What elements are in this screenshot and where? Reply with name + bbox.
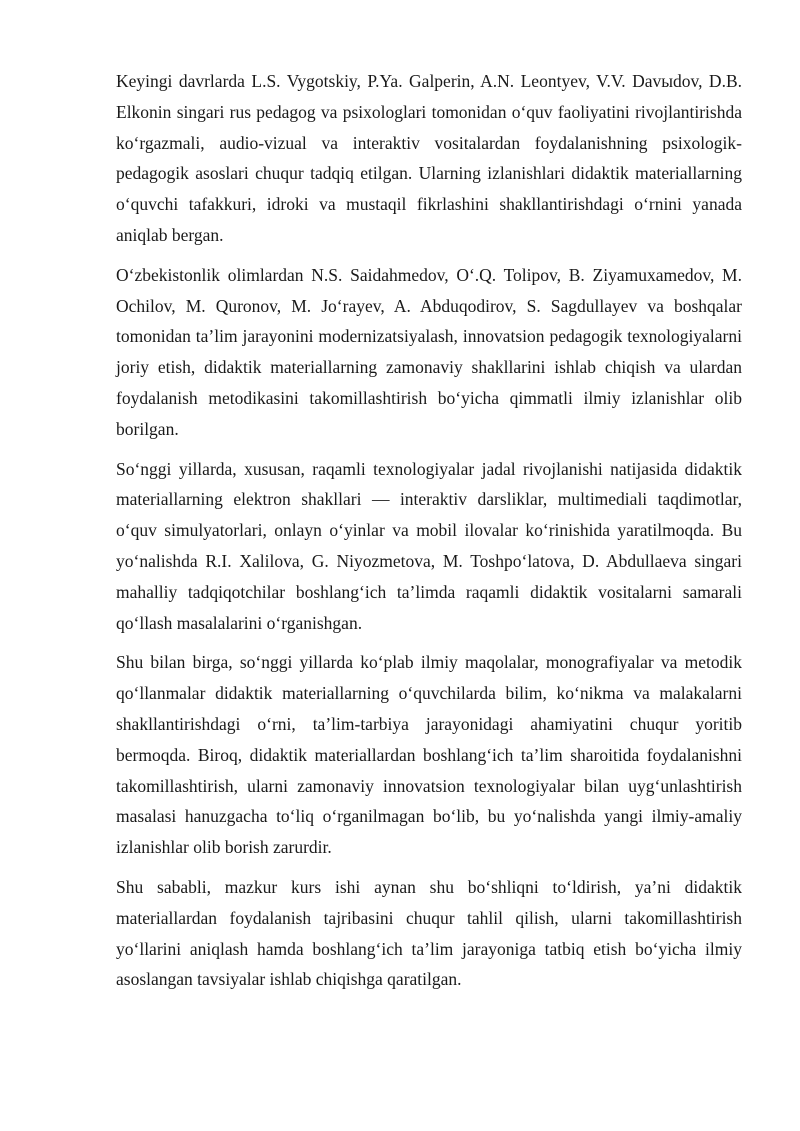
document-page	[116, 66, 742, 1004]
paragraph-digital-materials: So‘nggi yillarda, xususan, raqamli texnologiyalar jadal rivojlanishi natijasida didaktik materiallarning elektron shakllari — interaktiv darsliklar, multimediali taqdimotlar, o‘quv simulyatorlari, onlayn o‘yinlar va mobil ilovalar ko‘rinishida yaratilmoqda. Bu yo‘nalishda R.I. Xalilova, G. Niyozmetova, M. Toshpo‘latova, D. Abdullaeva singari mahalliy tadqiqotchilar boshlang‘ich ta’limda raqamli didaktik vositalarni samarali qo‘llash masalalarini o‘rganishgan.	[116, 458, 742, 633]
paragraph-research-gap: Shu bilan birga, so‘nggi yillarda ko‘plab ilmiy maqolalar, monografiyalar va metodik qo‘llanmalar didaktik materiallarning o‘quvchilarda bilim, ko‘nikma va malakalarni shakllantirishdagi o‘rni, ta’lim-tarbiya jarayonidagi ahamiyatini chuqur yoritib bermoqda. Biroq, didaktik materiallardan boshlang‘ich ta’lim sharoitida foydalanishni takomillashtirish, ularni zamonaviy innovatsion texnologiyalar bilan uyg‘unlashtirish masalasi hanuzgacha to‘liq o‘rganilmagan bo‘lib, bu yo‘nalishda yangi ilmiy-amaliy izlanishlar olib borish zarurdir.	[116, 652, 742, 858]
paragraph-course-aim: Shu sababli, mazkur kurs ishi aynan shu bo‘shliqni to‘ldirish, ya’ni didaktik materiallardan foydalanish tajribasini chuqur tahlil qilish, ularni takomillashtirish yo‘llarini aniqlash hamda boshlang‘ich ta’lim jarayoniga tatbiq etish bo‘yicha ilmiy asoslangan tavsiyalar ishlab chiqishga qaratilgan.	[116, 876, 742, 990]
paragraph-prior-research: Keyingi davrlarda L.S. Vygotskiy, P.Ya. Galperin, A.N. Leontyev, V.V. Davыdov, D.B. Elkonin singari rus pedagog va psixologlari tomonidan o‘quv faoliyatini rivojlantirishda ko‘rgazmali, audio-vizual va interaktiv vositalardan foydalanishning psixologik-pedagogik asoslari chuqur tadqiq etilgan. Ularning izlanishlari didaktik materiallarning o‘quvchi tafakkuri, idroki va mustaqil fikrlashini shakllantirishdagi o‘rnini yanada aniqlab bergan.	[116, 71, 742, 245]
paragraph-uzbek-scholars: O‘zbekistonlik olimlardan N.S. Saidahmedov, O‘.Q. Tolipov, B. Ziyamuxamedov, M. Ochilov, M. Quronov, M. Jo‘rayev, A. Abduqodirov, S. Sagdullayev va boshqalar tomonidan ta’lim jarayonini modernizatsiyalash, innovatsion pedagogik texnologiyalarni joriy etish, didaktik materiallarning zamonaviy shakllarini ishlab chiqish va ulardan foydalanish metodikasini takomillashtirish bo‘yicha qimmatli ilmiy izlanishlar olib borilgan.	[116, 264, 742, 439]
